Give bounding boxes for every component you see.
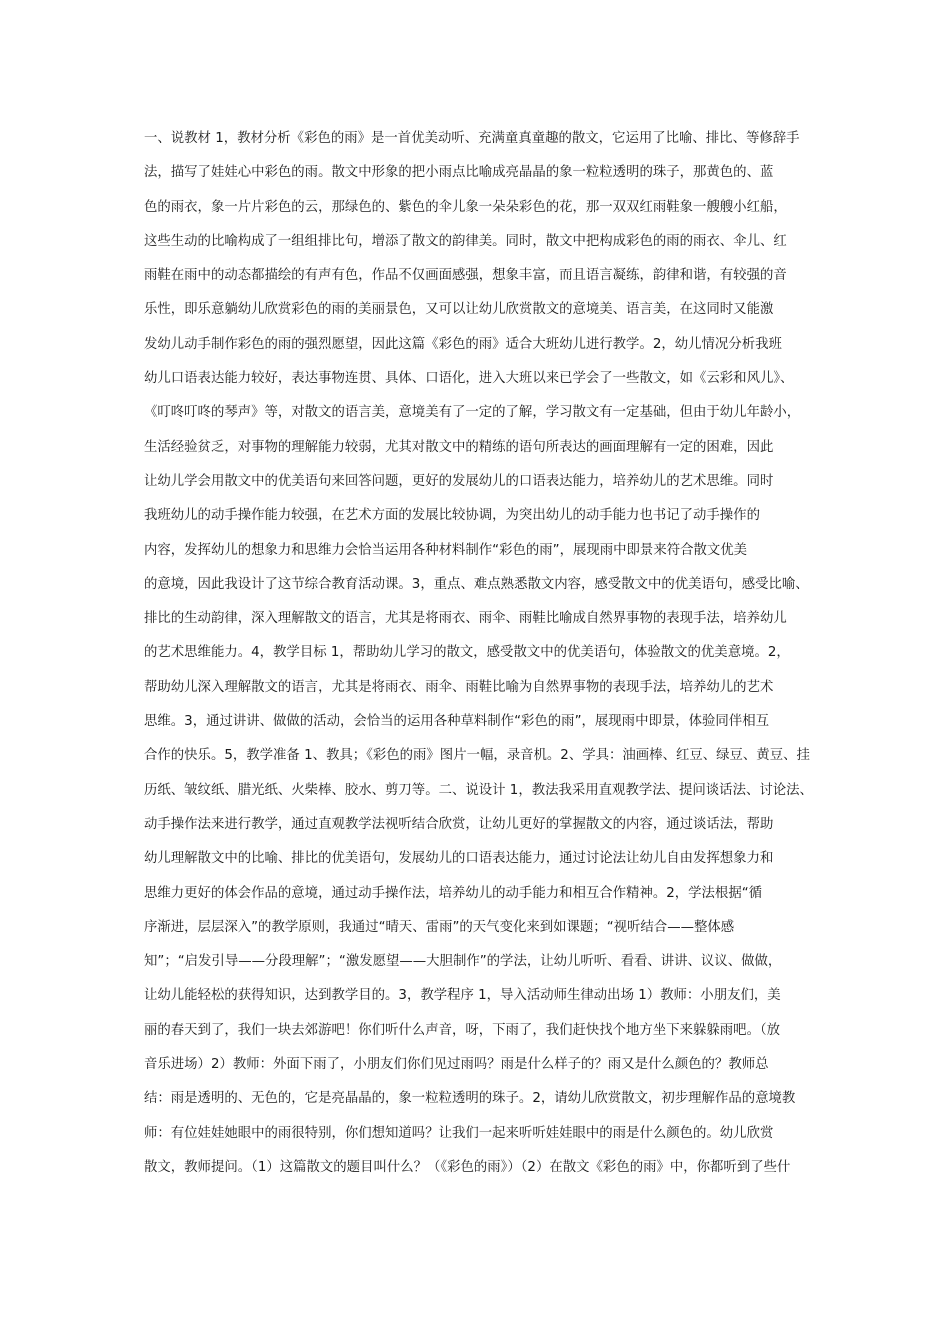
text-line: 乐性，即乐意躺幼儿欣赏彩色的雨的美丽景色，又可以让幼儿欣赏散文的意境美、语言美，在这同时又能激 — [144, 302, 774, 318]
text-line: 我班幼儿的动手操作能力较强，在艺术方面的发展比较协调，为突出幼儿的动手能力也书记了动手操作的 — [144, 508, 760, 524]
text-line: 合作的快乐。5，教学准备 1、教具；《彩色的雨》图片一幅，录音机。2、学具：油画棒、红豆、绿豆、黄豆、挂 — [144, 748, 810, 764]
text-line: 历纸、皱纹纸、腊光纸、火柴棒、胶水、剪刀等。二、说设计 1，教法我采用直观教学法、提问谈话法、讨论法、 — [144, 782, 813, 798]
text-line: 师：有位娃娃她眼中的雨很特别，你们想知道吗？让我们一起来听听娃娃眼中的雨是什么颜色的。幼儿欣赏 — [144, 1125, 774, 1141]
text-line: 帮助幼儿深入理解散文的语言，尤其是将雨衣、雨伞、雨鞋比喻为自然界事物的表现手法，培养幼儿的艺术 — [144, 679, 774, 695]
text-line: 散文，教师提问。（1）这篇散文的题目叫什么？（《彩色的雨》）（2）在散文《彩色的雨》中，你都听到了些什 — [144, 1159, 791, 1175]
text-line: 音乐进场）2）教师：外面下雨了，小朋友们你们见过雨吗？雨是什么样子的？雨又是什么颜色的？教师总 — [144, 1057, 769, 1073]
text-line: 的艺术思维能力。4，教学目标 1，帮助幼儿学习的散文，感受散文中的优美语句，体验散文的优美意境。2， — [144, 645, 790, 661]
text-line: 幼儿口语表达能力较好，表达事物连贯、具体、口语化，进入大班以来已学会了一些散文，如《云彩和风儿》、 — [144, 371, 794, 387]
text-line: 排比的生动韵律，深入理解散文的语言，尤其是将雨衣、雨伞、雨鞋比喻成自然界事物的表现手法，培养幼儿 — [144, 611, 787, 627]
text-line: 序渐进，层层深入”的教学原则，我通过“晴天、雷雨”的天气变化来到如课题；“视听结合——整体感 — [144, 919, 735, 935]
text-line: 这些生动的比喻构成了一组组排比句，增添了散文的韵律美。同时，散文中把构成彩色的雨的雨衣、伞儿、红 — [144, 233, 787, 249]
text-line: 幼儿理解散文中的比喻、排比的优美语句，发展幼儿的口语表达能力，通过讨论法让幼儿自由发挥想象力和 — [144, 851, 774, 867]
text-line: 知”；“启发引导——分段理解”；“激发愿望——大胆制作”的学法，让幼儿听听、看看、讲讲、议议、做做， — [144, 954, 782, 970]
body-text — [144, 122, 814, 1185]
text-line: 思维力更好的体会作品的意境，通过动手操作法，培养幼儿的动手能力和相互合作精神。2，学法根据“循 — [144, 885, 763, 901]
text-line: 法，描写了娃娃心中彩色的雨。散文中形象的把小雨点比喻成亮晶晶的象一粒粒透明的珠子，那黄色的、蓝 — [144, 165, 774, 181]
text-line: 色的雨衣，象一片片彩色的云，那绿色的、紫色的伞儿象一朵朵彩色的花，那一双双红雨鞋象一艘艘小红船， — [144, 199, 787, 215]
text-line: 生活经验贫乏，对事物的理解能力较弱，尤其对散文中的精练的语句所表达的画面理解有一定的困难，因此 — [144, 439, 774, 455]
text-line: 让幼儿能轻松的获得知识，达到教学目的。3，教学程序 1，导入活动师生律动出场 1）教师：小朋友们，美 — [144, 988, 781, 1004]
text-line: 结：雨是透明的、无色的，它是亮晶晶的，象一粒粒透明的珠子。2，请幼儿欣赏散文，初步理解作品的意境教 — [144, 1091, 796, 1107]
text-line: 丽的春天到了，我们一块去郊游吧！你们听什么声音，呀，下雨了，我们赶快找个地方坐下来躲躲雨吧。（放 — [144, 1022, 781, 1038]
text-line: 思维。3，通过讲讲、做做的活动，会恰当的运用各种草料制作“彩色的雨”，展现雨中即景，体验同伴相互 — [144, 714, 769, 730]
text-line: 的意境，因此我设计了这节综合教育活动课。3，重点、难点熟悉散文内容，感受散文中的优美语句，感受比喻、 — [144, 576, 809, 592]
text-line: 发幼儿动手制作彩色的雨的强烈愿望，因此这篇《彩色的雨》适合大班幼儿进行教学。2，幼儿情况分析我班 — [144, 336, 782, 352]
text-line: 让幼儿学会用散文中的优美语句来回答问题，更好的发展幼儿的口语表达能力，培养幼儿的艺术思维。同时 — [144, 473, 774, 489]
text-line: 《叮咚叮咚的琴声》等，对散文的语言美，意境美有了一定的了解，学习散文有一定基础，但由于幼儿年龄小， — [144, 405, 801, 421]
text-line: 一、说教材 1，教材分析《彩色的雨》是一首优美动听、充满童真童趣的散文，它运用了比喻、排比、等修辞手 — [144, 131, 800, 146]
text-line: 动手操作法来进行教学，通过直观教学法视听结合欣赏，让幼儿更好的掌握散文的内容，通过谈话法，帮助 — [144, 816, 774, 832]
text-line: 内容，发挥幼儿的想象力和思维力会恰当运用各种材料制作“彩色的雨”，展现雨中即景来符合散文优美 — [144, 542, 748, 558]
text-line: 雨鞋在雨中的动态都描绘的有声有色，作品不仅画面感强，想象丰富，而且语言凝练，韵律和谐，有较强的音 — [144, 268, 787, 284]
